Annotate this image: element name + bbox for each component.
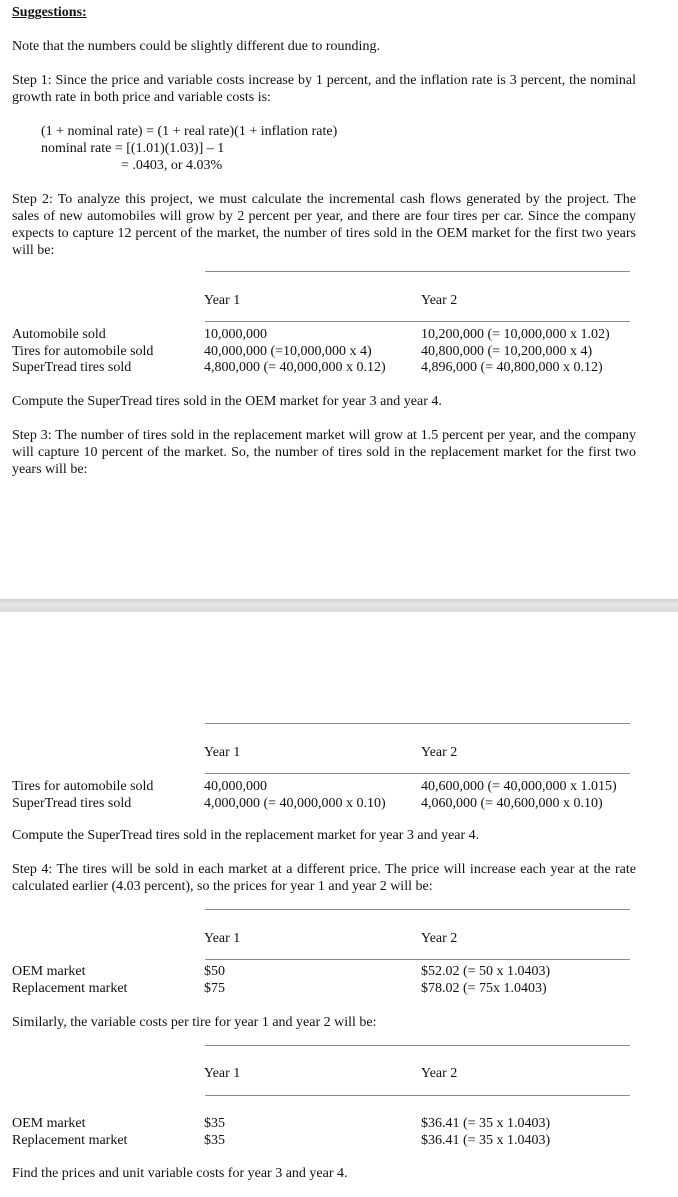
table-row-label: Automobile sold — [12, 327, 106, 342]
step3-text: Step 3: The number of tires sold in the replacement market will grow at 1.5 percent per year, and the company will capture 10 percent of the market. So, the number of tires sold in the replacement market for the first two years will be: — [12, 428, 636, 477]
table-cell-year2: 40,800,000 (= 10,200,000 x 4) — [421, 344, 593, 359]
table-cell-year2: $36.41 (= 35 x 1.0403) — [421, 1133, 551, 1148]
cost-year1-header: Year 1 — [204, 1066, 241, 1081]
table-rule — [205, 1095, 630, 1096]
table-rule — [205, 723, 630, 724]
rounding-note: Note that the numbers could be slightly different due to rounding. — [12, 39, 380, 54]
table-rule — [205, 909, 630, 910]
table-row-label: OEM market — [12, 1116, 86, 1131]
price-year2-header: Year 2 — [421, 931, 458, 946]
table-cell-year2: 4,060,000 (= 40,600,000 x 0.10) — [421, 796, 603, 811]
table-cell-year1: $35 — [204, 1133, 225, 1148]
section-heading: Suggestions: — [12, 5, 87, 20]
formula-line-3: = .0403, or 4.03% — [121, 158, 223, 173]
table-cell-year1: $35 — [204, 1116, 225, 1131]
table-rule — [205, 271, 630, 272]
table-cell-year1: 40,000,000 — [204, 779, 267, 794]
table-cell-year1: 40,000,000 (=10,000,000 x 4) — [204, 344, 372, 359]
formula-line-2: nominal rate = [(1.01)(1.03)] – 1 — [41, 141, 225, 156]
table-cell-year1: $75 — [204, 981, 225, 996]
table-cell-year1: $50 — [204, 964, 225, 979]
table-cell-year2: 40,600,000 (= 40,000,000 x 1.015) — [421, 779, 617, 794]
table-cell-year2: $52.02 (= 50 x 1.0403) — [421, 964, 551, 979]
step1-text: Step 1: Since the price and variable costs increase by 1 percent, and the inflation rate is 3 percent, the nominal growth rate in both price and variable costs is: — [12, 73, 636, 105]
table-row-label: Tires for automobile sold — [12, 344, 154, 359]
table-rule — [205, 321, 630, 322]
replacement-year2-header: Year 2 — [421, 745, 458, 760]
table-rule — [205, 1045, 630, 1046]
page-divider — [0, 599, 678, 612]
step2-text: Step 2: To analyze this project, we must calculate the incremental cash flows generated by the project. The sales of new automobiles will grow by 2 percent per year, and there are four tires per car. Since the company expects to capture 12 percent of the market, the number of tires sold in the OEM market for the first two years will be: — [12, 192, 636, 258]
step3-task: Compute the SuperTread tires sold in the replacement market for year 3 and year 4. — [12, 828, 480, 843]
table-row-label: Tires for automobile sold — [12, 779, 154, 794]
step2-task: Compute the SuperTread tires sold in the OEM market for year 3 and year 4. — [12, 394, 442, 409]
table-cell-year2: 10,200,000 (= 10,000,000 x 1.02) — [421, 327, 610, 342]
table-cell-year2: $36.41 (= 35 x 1.0403) — [421, 1116, 551, 1131]
formula-line-1: (1 + nominal rate) = (1 + real rate)(1 + inflation rate) — [41, 124, 338, 139]
oem-year2-header: Year 2 — [421, 293, 458, 308]
table-cell-year1: 4,800,000 (= 40,000,000 x 0.12) — [204, 360, 386, 375]
table-row-label: SuperTread tires sold — [12, 360, 132, 375]
cost-year2-header: Year 2 — [421, 1066, 458, 1081]
table-rule — [205, 773, 630, 774]
table-rule — [205, 959, 630, 960]
table-row-label: Replacement market — [12, 1133, 128, 1148]
table-row-label: SuperTread tires sold — [12, 796, 132, 811]
table-cell-year2: $78.02 (= 75x 1.0403) — [421, 981, 547, 996]
table-row-label: OEM market — [12, 964, 86, 979]
replacement-year1-header: Year 1 — [204, 745, 241, 760]
table-cell-year2: 4,896,000 (= 40,800,000 x 0.12) — [421, 360, 603, 375]
price-year1-header: Year 1 — [204, 931, 241, 946]
step4-task: Find the prices and unit variable costs for year 3 and year 4. — [12, 1166, 348, 1181]
variable-cost-intro: Similarly, the variable costs per tire for year 1 and year 2 will be: — [12, 1015, 377, 1030]
step4-text: Step 4: The tires will be sold in each market at a different price. The price will increase each year at the rate calculated earlier (4.03 percent), so the prices for year 1 and year 2 will be: — [12, 862, 636, 894]
table-cell-year1: 10,000,000 — [204, 327, 267, 342]
oem-year1-header: Year 1 — [204, 293, 241, 308]
table-cell-year1: 4,000,000 (= 40,000,000 x 0.10) — [204, 796, 386, 811]
table-row-label: Replacement market — [12, 981, 128, 996]
